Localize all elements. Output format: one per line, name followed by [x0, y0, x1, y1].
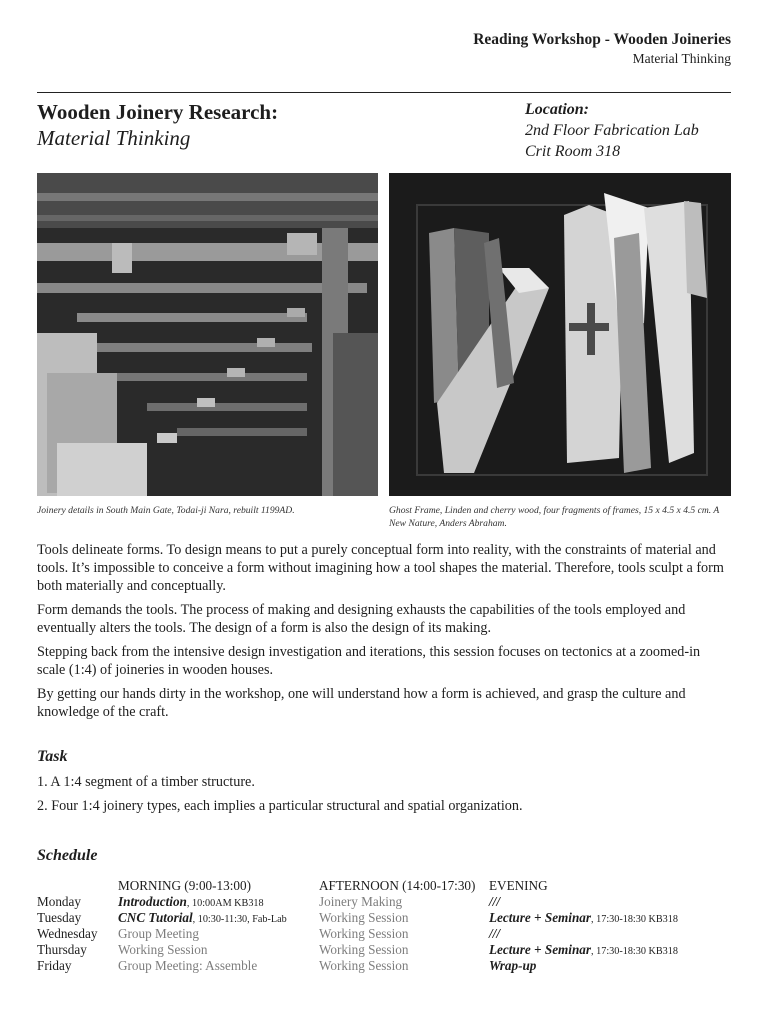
figure-caption: Ghost Frame, Linden and cherry wood, four fragments of frames, 15 x 4.5 x 4.5 cm. A New Nature, Anders Abraham.: [389, 505, 720, 529]
day-label: Tuesday: [37, 910, 82, 925]
event-name: Introduction: [118, 894, 187, 909]
task-heading: Task: [37, 748, 68, 765]
task-item: 1. A 1:4 segment of a timber structure.: [37, 774, 255, 790]
document-title: [37, 99, 278, 151]
day-label: Monday: [37, 894, 81, 909]
afternoon-cell: Working Session: [319, 926, 409, 941]
location-line: Crit Room 318: [525, 143, 621, 160]
column-header: MORNING (9:00-13:00): [118, 878, 251, 893]
afternoon-cell: Joinery Making: [319, 894, 403, 909]
event-name: Wrap-up: [489, 958, 537, 973]
event-detail: , 10:00AM KB318: [186, 898, 264, 909]
task-list: [37, 773, 727, 821]
morning-cell: Group Meeting: [118, 926, 199, 941]
evening-cell: [489, 958, 536, 974]
event-name: Lecture + Seminar: [489, 942, 592, 957]
event-detail: , 10:30-11:30, Fab-Lab: [192, 914, 287, 925]
day-label: Wednesday: [37, 926, 98, 941]
paragraph: Tools delineate forms. To design means to put a purely conceptual form into reality, with the constraints of material and tools. It’s impossible to conceive a form without imagining how a tool shapes the material. Therefore, tools sculpt a form both materially and conceptually.: [37, 542, 724, 594]
event-detail: , 17:30-18:30 KB318: [591, 914, 678, 925]
title-sub: Material Thinking: [37, 126, 191, 150]
afternoon-cell: Working Session: [319, 910, 409, 925]
page-header: [473, 30, 731, 68]
event-name: ///: [489, 926, 500, 941]
paragraph: Form demands the tools. The process of making and designing exhausts the capabilities of the tools employed and eventually alters the tools. The design of a form is also the design of its making.: [37, 602, 686, 636]
day-label: Friday: [37, 958, 72, 973]
location-heading: Location:: [525, 101, 589, 118]
header-title: Reading Workshop - Wooden Joineries: [473, 31, 731, 48]
todaiji-gate-photo: [37, 173, 378, 496]
afternoon-cell: Working Session: [319, 958, 409, 973]
morning-cell: Group Meeting: Assemble: [118, 958, 258, 973]
paragraph: Stepping back from the intensive design investigation and iterations, this session focuses on tectonics at a zoomed-in scale (1:4) of joineries in wooden houses.: [37, 644, 701, 678]
afternoon-cell: Working Session: [319, 942, 409, 957]
event-name: ///: [489, 894, 500, 909]
header-subtitle: Material Thinking: [632, 51, 731, 66]
ghost-frame-photo: [389, 173, 731, 496]
paragraph: By getting our hands dirty in the workshop, one will understand how a form is achieved, and grasp the culture and knowledge of the craft.: [37, 686, 686, 720]
event-name: Lecture + Seminar: [489, 910, 592, 925]
column-header: AFTERNOON (14:00-17:30): [319, 878, 476, 893]
evening-cell: [489, 910, 678, 928]
schedule-heading: Schedule: [37, 847, 98, 864]
morning-cell: Working Session: [118, 942, 208, 957]
location-block: [525, 99, 699, 162]
day-label: Thursday: [37, 942, 87, 957]
column-header: EVENING: [489, 878, 548, 893]
title-main: Wooden Joinery Research:: [37, 100, 279, 124]
event-detail: , 17:30-18:30 KB318: [591, 946, 678, 957]
body-text: [37, 541, 727, 727]
task-item: 2. Four 1:4 joinery types, each implies a particular structural and spatial organization.: [37, 798, 523, 814]
header-divider: [37, 92, 731, 93]
figure-caption: Joinery details in South Main Gate, Todai-ji Nara, rebuilt 1199AD.: [37, 505, 295, 516]
evening-cell: [489, 926, 500, 942]
event-name: CNC Tutorial: [118, 910, 193, 925]
location-line: 2nd Floor Fabrication Lab: [525, 122, 699, 139]
